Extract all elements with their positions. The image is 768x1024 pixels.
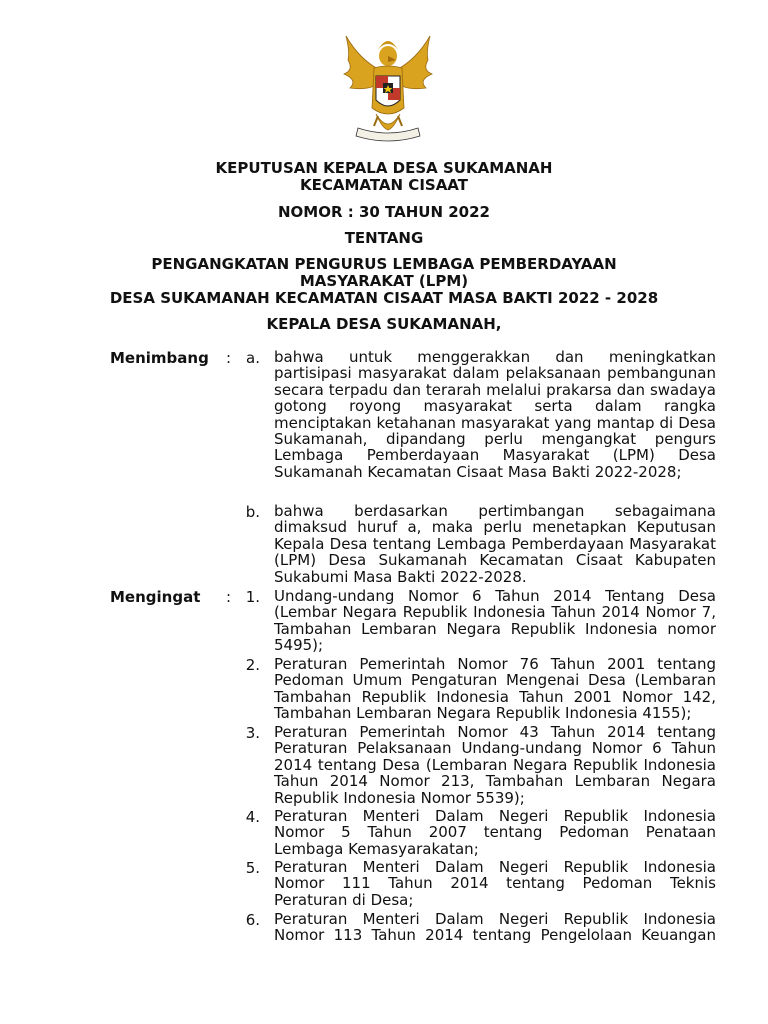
item-text: Peraturan Menteri Dalam Negeri Republik Indonesia Nomor 5 Tahun 2007 tentang Pedoman Penataan Lembaga Kemasyarakatan; bbox=[274, 807, 716, 858]
subject-line-2: MASYARAKAT (LPM) bbox=[299, 272, 469, 290]
item-text: bahwa untuk menggerakkan dan meningkatkan partisipasi masyarakat dalam pelaksanaan pembangunan secara terpadu dan terarah melalui prakarsa dan swadaya gotong royong masyarakat serta dalam rangka menciptakan ketahanan masyarakat yang mantap di Desa Sukamanah, dipandang perlu mengangkat pengurs Lembaga Pemberdayaan Masyarakat (LPM) Desa Sukamanah Kecamatan Cisaat Masa Bakti 2022-2028; bbox=[274, 348, 716, 481]
decree-subject bbox=[0, 256, 768, 307]
mengingat-label: Mengingat bbox=[110, 588, 201, 606]
menimbang-colon: : bbox=[226, 349, 232, 367]
garuda-pancasila-emblem bbox=[340, 30, 436, 148]
subject-line-3: DESA SUKAMANAH KECAMATAN CISAAT MASA BAKTI 2022 - 2028 bbox=[109, 289, 659, 307]
item-text: Peraturan Menteri Dalam Negeri Republik Indonesia Nomor 113 Tahun 2014 tentang Pengelolaan Keuangan bbox=[274, 910, 716, 945]
title-line-1: KEPUTUSAN KEPALA DESA SUKAMANAH bbox=[215, 159, 553, 177]
item-marker: 3. bbox=[245, 724, 260, 742]
item-text: Peraturan Menteri Dalam Negeri Republik Indonesia Nomor 111 Tahun 2014 tentang Pedoman Teknis Peraturan di Desa; bbox=[274, 858, 716, 909]
item-text: Peraturan Pemerintah Nomor 76 Tahun 2001 tentang Pedoman Umum Pengaturan Mengenai Desa (Lembaran Tambahan Republik Indonesia Tahun 2001 Nomor 142, Tambahan Lembaran Negara Republik Indonesia 4155); bbox=[274, 655, 716, 723]
item-marker: 5. bbox=[245, 859, 260, 877]
menimbang-label: Menimbang bbox=[110, 349, 209, 367]
document-title bbox=[0, 160, 768, 194]
item-marker: 2. bbox=[245, 656, 260, 674]
item-marker: b. bbox=[245, 503, 260, 521]
subject-line-1: PENGANGKATAN PENGURUS LEMBAGA PEMBERDAYAAN bbox=[151, 255, 617, 273]
item-text: bahwa berdasarkan pertimbangan sebagaimana dimaksud huruf a, maka perlu menetapkan Keputusan Kepala Desa tentang Lembaga Pemberdayaan Masyarakat (LPM) Desa Sukamanah Kecamatan Cisaat Kabupaten Sukabumi Masa Bakti 2022-2028. bbox=[274, 502, 716, 586]
item-marker: a. bbox=[246, 349, 260, 367]
item-text: Peraturan Pemerintah Nomor 43 Tahun 2014 tentang Peraturan Pelaksanaan Undang-undang Nomor 6 Tahun 2014 tentang Desa (Lembaran Negara Republik Indonesia Tahun 2014 Nomor 213, Tambahan Lembaran Negara Republik Indonesia Nomor 5539); bbox=[274, 723, 716, 807]
title-line-2: KECAMATAN CISAAT bbox=[300, 176, 468, 194]
decree-number: NOMOR : 30 TAHUN 2022 bbox=[277, 203, 490, 221]
item-marker: 6. bbox=[245, 911, 260, 929]
issuer-heading: KEPALA DESA SUKAMANAH, bbox=[266, 315, 502, 333]
item-text: Undang-undang Nomor 6 Tahun 2014 Tentang Desa (Lembar Negara Republik Indonesia Tahun 2014 Nomor 7, Tambahan Lembaran Negara Republik Indonesia nomor 5495); bbox=[274, 587, 716, 655]
item-marker: 4. bbox=[245, 808, 260, 826]
mengingat-colon: : bbox=[226, 588, 232, 606]
item-marker: 1. bbox=[245, 588, 260, 606]
tentang-heading: TENTANG bbox=[344, 229, 424, 247]
